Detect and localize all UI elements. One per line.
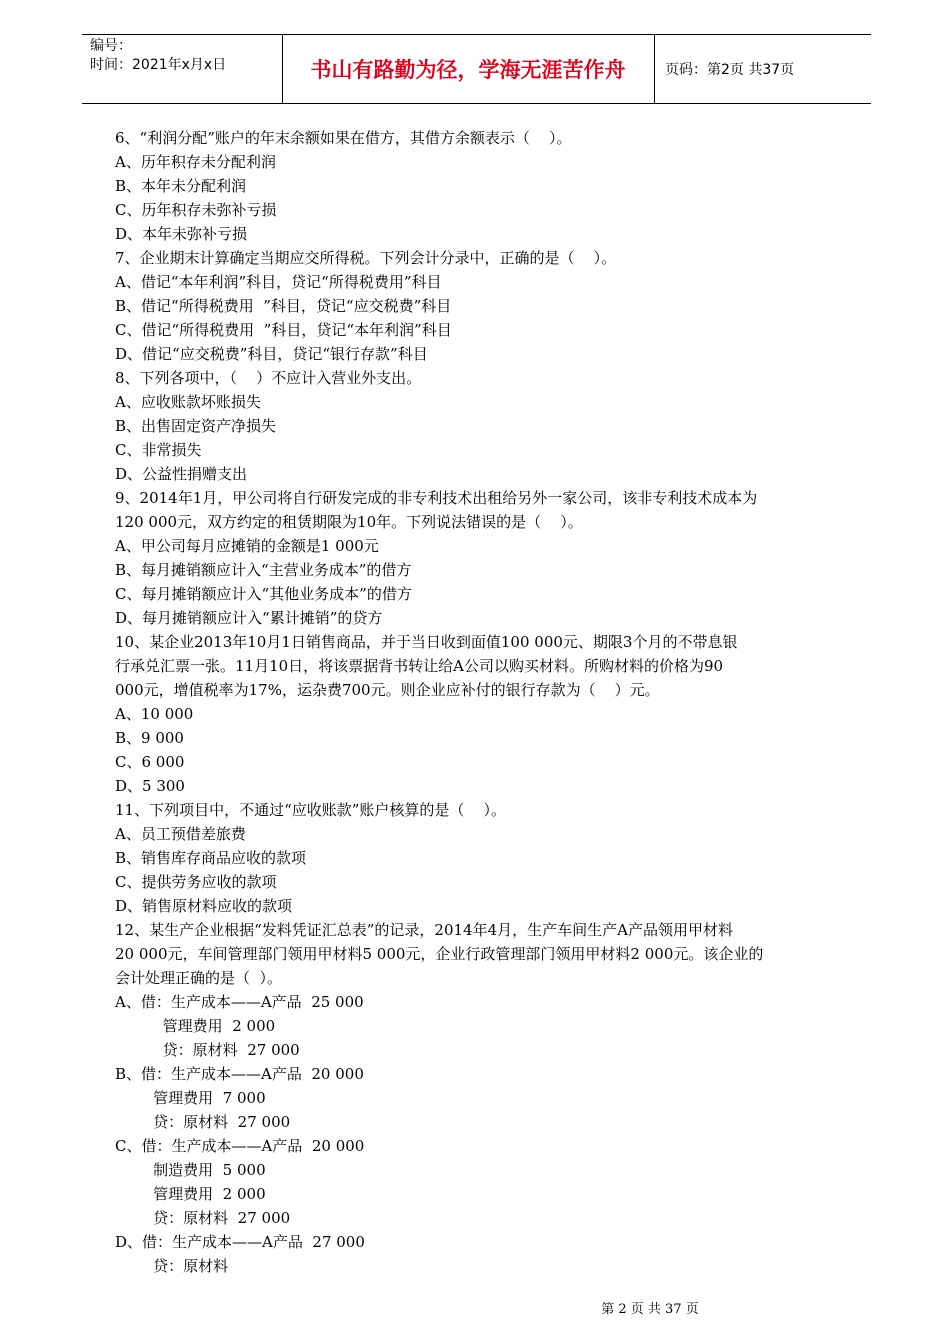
text-line: 贷：原材料 27 000: [115, 1113, 291, 1131]
text-line: B、销售库存商品应收的款项: [115, 849, 307, 867]
text-line: A、员工预借差旅费: [115, 825, 246, 843]
text-line: 管理费用 2 000: [115, 1017, 276, 1035]
page-footer: 第 2 页 共 37 页: [601, 1302, 699, 1317]
text-line: 行承兑汇票一张。11月10日，将该票据背书转让给A公司以购买材料。所购材料的价格为90: [115, 657, 724, 675]
text-line: 会计处理正确的是（ ）。: [115, 969, 283, 987]
header-meta: [90, 37, 226, 75]
text-line: A、历年积存未分配利润: [115, 153, 276, 171]
text-line: D、借记“应交税费”科目，贷记“银行存款”科目: [115, 345, 428, 363]
text-line: D、每月摊销额应计入“累计摊销”的贷方: [115, 609, 383, 627]
text-line: A、应收账款坏账损失: [115, 393, 261, 411]
text-line: C、历年积存未弥补亏损: [115, 201, 277, 219]
text-line: C、非常损失: [115, 441, 202, 459]
text-line: 000元，增值税率为17%，运杂费700元。则企业应补付的银行存款为（ ）元。: [115, 681, 660, 699]
text-line: 6、“利润分配”账户的年末余额如果在借方，其借方余额表示（ ）。: [115, 129, 572, 147]
text-line: A、借记“本年利润”科目，贷记“所得税费用”科目: [115, 273, 442, 291]
text-line: 120 000元，双方约定的租赁期限为10年。下列说法错误的是（ ）。: [115, 513, 583, 531]
text-line: B、出售固定资产净损失: [115, 417, 277, 435]
text-line: B、本年未分配利润: [115, 177, 247, 195]
text-line: D、销售原材料应收的款项: [115, 897, 293, 915]
header-divider-right: [654, 35, 655, 103]
text-line: B、借记“所得税费用 ”科目，贷记“应交税费”科目: [115, 297, 452, 315]
text-line: 贷：原材料 27 000: [115, 1209, 291, 1227]
text-line: A、10 000: [115, 705, 194, 723]
text-line: 10、某企业2013年10月1日销售商品，并于当日收到面值100 000元、期限3个月的不带息银: [115, 633, 738, 651]
text-line: 11、下列项目中，不通过“应收账款”账户核算的是（ ）。: [115, 801, 506, 819]
text-line: A、借：生产成本——A产品 25 000: [115, 993, 364, 1011]
text-line: C、提供劳务应收的款项: [115, 873, 277, 891]
text-line: 管理费用 7 000: [115, 1089, 266, 1107]
text-line: B、每月摊销额应计入“主营业务成本”的借方: [115, 561, 412, 579]
text-line: B、9 000: [115, 729, 184, 747]
text-line: 12、某生产企业根据“发料凭证汇总表”的记录，2014年4月，生产车间生产A产品领用甲材料: [115, 921, 733, 939]
text-line: 9、2014年1月，甲公司将自行研发完成的非专利技术出租给另外一家公司，该非专利技术成本为: [115, 489, 758, 507]
text-line: D、5 300: [115, 777, 185, 795]
time-label: 时间：2021年x月x日: [90, 57, 227, 73]
text-line: C、每月摊销额应计入“其他业务成本”的借方: [115, 585, 412, 603]
text-line: 制造费用 5 000: [115, 1161, 266, 1179]
text-line: D、借：生产成本——A产品 27 000: [115, 1233, 365, 1251]
text-line: C、借记“所得税费用 ”科目，贷记“本年利润”科目: [115, 321, 452, 339]
motto: 书山有路勤为径，学海无涯苦作舟: [310, 58, 626, 82]
number-label: 编号：: [90, 38, 132, 54]
text-line: 8、下列各项中，（ ）不应计入营业外支出。: [115, 369, 422, 387]
text-line: 贷：原材料 27 000: [115, 1041, 300, 1059]
page-label: 页码：第2页 共37页: [665, 62, 795, 78]
text-line: 20 000元，车间管理部门领用甲材料5 000元，企业行政管理部门领用甲材料2 000元。该企业的: [115, 945, 764, 963]
text-line: B、借：生产成本——A产品 20 000: [115, 1065, 364, 1083]
text-line: D、公益性捐赠支出: [115, 465, 248, 483]
question-list: [115, 126, 845, 1278]
text-line: C、借：生产成本——A产品 20 000: [115, 1137, 365, 1155]
text-line: C、6 000: [115, 753, 185, 771]
text-line: D、本年未弥补亏损: [115, 225, 248, 243]
text-line: 7、企业期末计算确定当期应交所得税。下列会计分录中，正确的是（ ）。: [115, 249, 617, 267]
text-line: 管理费用 2 000: [115, 1185, 266, 1203]
document-header: [82, 34, 871, 104]
text-line: 贷：原材料: [115, 1257, 229, 1275]
text-line: A、甲公司每月应摊销的金额是1 000元: [115, 537, 379, 555]
